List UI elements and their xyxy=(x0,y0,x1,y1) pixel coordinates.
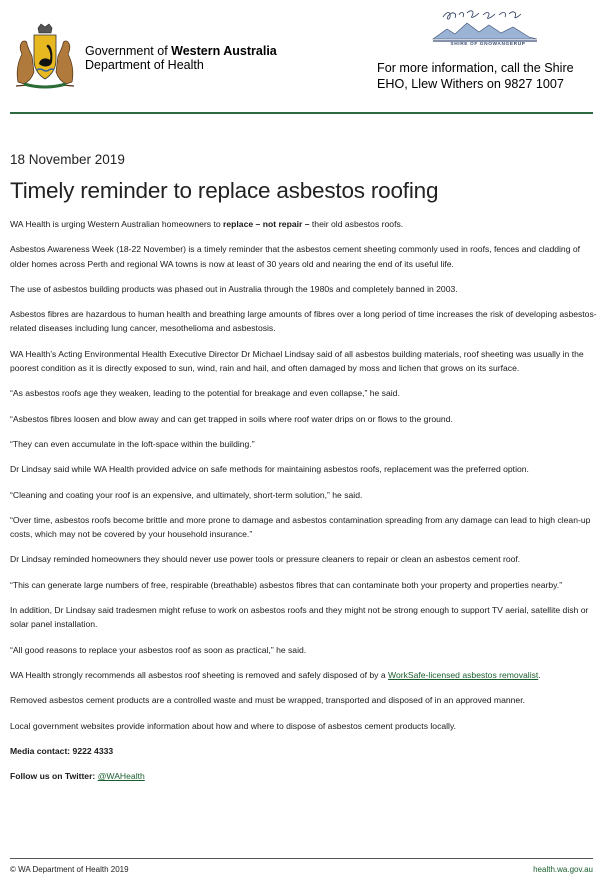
paragraph: “Cleaning and coating your roof is an expensive, and ultimately, short-term solution,” he said. xyxy=(10,489,363,500)
header-divider xyxy=(10,112,593,114)
paragraph: Dr Lindsay said while WA Health provided advice on safe methods for maintaining asbestos roofs, replacement was the preferred option. xyxy=(10,464,529,475)
government-prefix: Government of xyxy=(85,44,172,58)
footer-copyright: © WA Department of Health 2019 xyxy=(10,865,129,874)
twitter-link[interactable]: @WAHealth xyxy=(97,771,145,782)
paragraph: Dr Lindsay reminded homeowners they should never use power tools or pressure cleaners to repair or clean an asbestos cement roof. xyxy=(10,554,521,565)
shire-name: SHIRE OF GNOWANGERUP xyxy=(450,42,526,47)
paragraph: Local government websites provide information about how and where to dispose of asbestos cement products locally. xyxy=(10,720,457,731)
wa-coat-of-arms-icon xyxy=(10,22,80,92)
intro-paragraph xyxy=(10,217,600,231)
paragraph: WA Health’s Acting Environmental Health Executive Director Dr Michael Lindsay said of all asbestos building materials, roof sheeting was usually in the poorest condition as it is directly exposed to sun, wind, rain and hail, and often damaged by moss and lichen that grows on its surface. xyxy=(10,348,584,374)
article-body xyxy=(10,217,600,794)
department-name: Department of Health xyxy=(85,58,204,72)
paragraph: Asbestos fibres are hazardous to human health and breathing large amounts of fibres over a long period of time increases the risk of developing asbestos-related diseases including lung cancer, mesothelioma and asbestosis. xyxy=(10,309,597,334)
paragraph: Asbestos Awareness Week (18-22 November) is a timely reminder that the asbestos cement sheeting commonly used in roofs, fences and cladding of older homes across Perth and regional WA towns is now at least of 30 years old and nearing the end of its useful life. xyxy=(10,244,581,269)
intro-text-end: their old asbestos roofs. xyxy=(309,219,404,229)
government-name xyxy=(85,44,277,72)
worksafe-paragraph xyxy=(10,668,600,682)
paragraph: “Asbestos fibres loosen and blow away and can get trapped in soils where roof water drips on or flows to the ground. xyxy=(10,413,453,424)
contact-info-line-2: EHO, Llew Withers on 9827 1007 xyxy=(377,77,564,91)
worksafe-text: WA Health strongly recommends all asbestos roof sheeting is removed and safely disposed of by a xyxy=(10,669,388,680)
footer-website: health.wa.gov.au xyxy=(533,865,593,874)
paragraph: “All good reasons to replace your asbestos roof as soon as practical,” he said. xyxy=(10,644,307,655)
worksafe-removalist-link[interactable]: WorkSafe-licensed asbestos removalist xyxy=(388,669,539,680)
worksafe-text-end: . xyxy=(538,669,541,680)
media-contact: Media contact: 9222 4333 xyxy=(10,745,114,756)
contact-info-line-1: For more information, call the Shire xyxy=(377,61,574,75)
article-date: 18 November 2019 xyxy=(10,152,125,167)
intro-emphasis: replace – not repair – xyxy=(223,219,310,229)
intro-text: WA Health is urging Western Australian homeowners to xyxy=(10,219,224,229)
footer-divider xyxy=(10,858,593,859)
government-line xyxy=(85,44,277,58)
contact-info xyxy=(377,60,613,92)
paragraph: “As asbestos roofs age they weaken, leading to the potential for breakage and even collapse,” he said. xyxy=(10,388,400,399)
shire-logo-icon xyxy=(425,5,545,57)
paragraph: In addition, Dr Lindsay said tradesmen might refuse to work on asbestos roofs and they might not be strong enough to support TV aerial, satellite dish or solar panel installation. xyxy=(10,605,589,630)
paragraph: “This can generate large numbers of free, respirable (breathable) asbestos fibres that can contaminate both your property and properties nearby.” xyxy=(10,579,563,590)
twitter-label: Follow us on Twitter: xyxy=(10,771,98,782)
letterhead xyxy=(0,0,613,120)
twitter-follow xyxy=(10,769,600,783)
paragraph: “Over time, asbestos roofs become brittle and more prone to damage and asbestos contamination spreading from any damage can lead to high clean-up costs, which may not be covered by your household insurance.” xyxy=(10,514,591,540)
article-title: Timely reminder to replace asbestos roofing xyxy=(10,178,439,203)
paragraph: Removed asbestos cement products are a controlled waste and must be wrapped, transported and disposed of in an approved manner. xyxy=(10,695,525,706)
government-state: Western Australia xyxy=(171,44,277,58)
paragraph: “They can even accumulate in the loft-space within the building.” xyxy=(10,438,255,449)
paragraph: The use of asbestos building products was phased out in Australia through the 1980s and completely banned in 2003. xyxy=(10,283,458,294)
